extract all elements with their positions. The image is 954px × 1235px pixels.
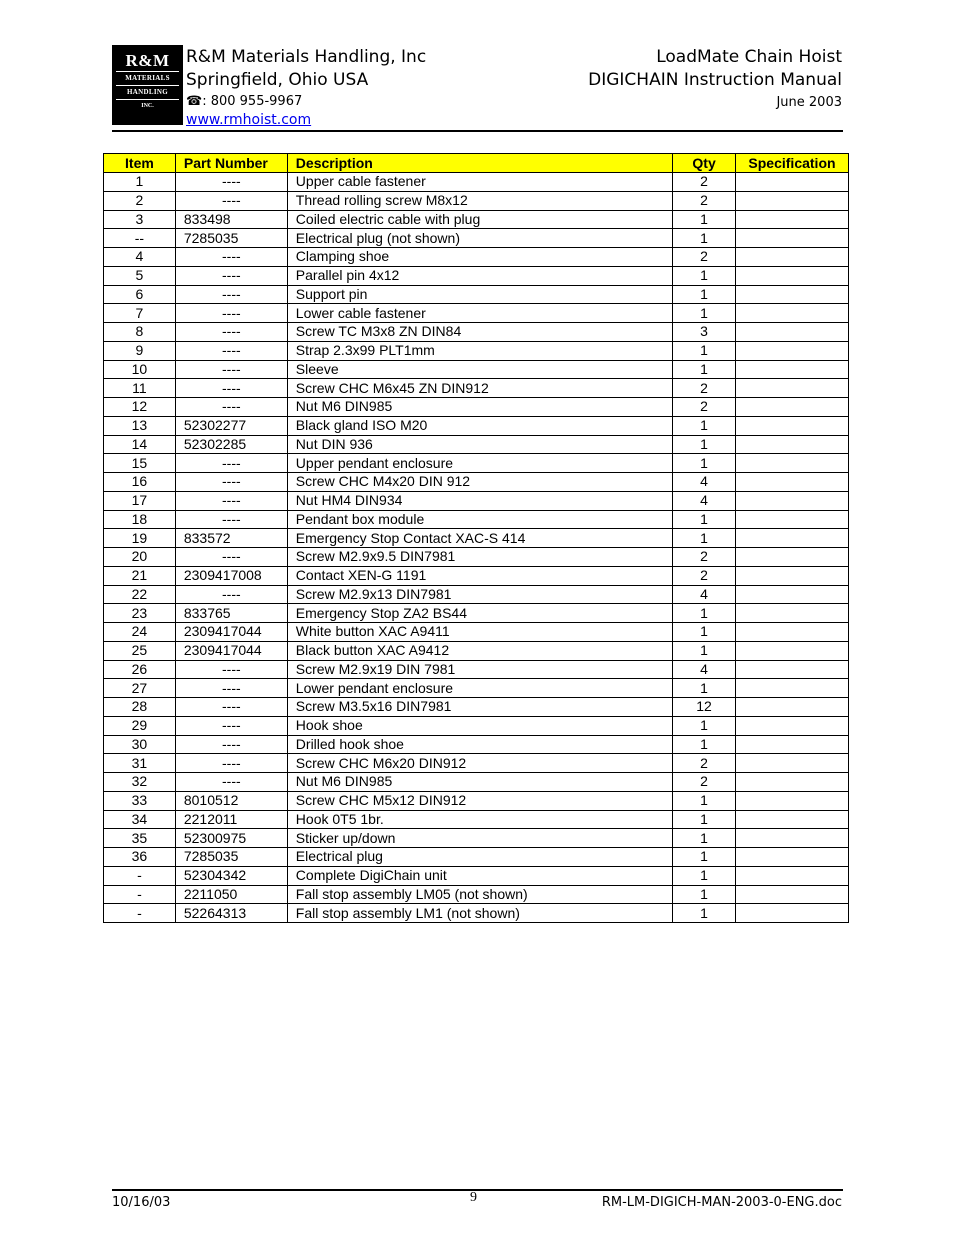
item-cell: 14 <box>104 435 176 454</box>
qty-cell: 4 <box>673 473 736 492</box>
qty-cell: 1 <box>673 229 736 248</box>
description-cell: Screw CHC M6x45 ZN DIN912 <box>287 379 672 398</box>
part-number-cell: 2212011 <box>175 810 287 829</box>
qty-cell: 1 <box>673 604 736 623</box>
part-number-cell: 833572 <box>175 529 287 548</box>
part-number-cell: ---- <box>175 379 287 398</box>
qty-cell: 1 <box>673 623 736 642</box>
part-number-cell: ---- <box>175 173 287 192</box>
description-cell: Screw CHC M5x12 DIN912 <box>287 791 672 810</box>
table-header-row <box>104 154 849 173</box>
table-row <box>104 641 849 660</box>
specification-cell <box>736 529 849 548</box>
column-header-description: Description <box>287 154 672 173</box>
page-number: 9 <box>470 1190 477 1205</box>
publication-date: June 2003 <box>776 95 842 110</box>
table-row <box>104 266 849 285</box>
description-cell: Screw M2.9x13 DIN7981 <box>287 585 672 604</box>
item-cell: 11 <box>104 379 176 398</box>
description-cell: White button XAC A9411 <box>287 623 672 642</box>
description-cell: Support pin <box>287 285 672 304</box>
part-number-cell: ---- <box>175 191 287 210</box>
qty-cell: 12 <box>673 698 736 717</box>
table-row <box>104 173 849 192</box>
qty-cell: 1 <box>673 454 736 473</box>
item-cell: 35 <box>104 829 176 848</box>
qty-cell: 1 <box>673 285 736 304</box>
table-row <box>104 248 849 267</box>
item-cell: 24 <box>104 623 176 642</box>
qty-cell: 1 <box>673 866 736 885</box>
table-row <box>104 885 849 904</box>
table-row <box>104 285 849 304</box>
qty-cell: 2 <box>673 548 736 567</box>
item-cell: 22 <box>104 585 176 604</box>
item-cell: 23 <box>104 604 176 623</box>
specification-cell <box>736 491 849 510</box>
part-number-cell: ---- <box>175 491 287 510</box>
item-cell: 3 <box>104 210 176 229</box>
description-cell: Nut DIN 936 <box>287 435 672 454</box>
website-link[interactable]: www.rmhoist.com <box>186 112 312 128</box>
specification-cell <box>736 210 849 229</box>
qty-cell: 1 <box>673 304 736 323</box>
description-cell: Emergency Stop Contact XAC-S 414 <box>287 529 672 548</box>
description-cell: Drilled hook shoe <box>287 735 672 754</box>
table-row <box>104 585 849 604</box>
item-cell: 30 <box>104 735 176 754</box>
table-row <box>104 510 849 529</box>
table-row <box>104 491 849 510</box>
part-number-cell: ---- <box>175 585 287 604</box>
column-header-item: Item <box>104 154 176 173</box>
description-cell: Black gland ISO M20 <box>287 416 672 435</box>
column-header-qty: Qty <box>673 154 736 173</box>
qty-cell: 2 <box>673 379 736 398</box>
table-row <box>104 454 849 473</box>
table-row <box>104 566 849 585</box>
qty-cell: 3 <box>673 323 736 342</box>
specification-cell <box>736 360 849 379</box>
part-number-cell: ---- <box>175 510 287 529</box>
table-row <box>104 323 849 342</box>
part-number-cell: ---- <box>175 548 287 567</box>
qty-cell: 4 <box>673 660 736 679</box>
description-cell: Hook 0T5 1br. <box>287 810 672 829</box>
description-cell: Screw CHC M4x20 DIN 912 <box>287 473 672 492</box>
qty-cell: 1 <box>673 641 736 660</box>
item-cell: 26 <box>104 660 176 679</box>
part-number-cell: ---- <box>175 698 287 717</box>
part-number-cell: 2309417044 <box>175 623 287 642</box>
specification-cell <box>736 716 849 735</box>
description-cell: Screw TC M3x8 ZN DIN84 <box>287 323 672 342</box>
specification-cell <box>736 173 849 192</box>
specification-cell <box>736 604 849 623</box>
description-cell: Screw CHC M6x20 DIN912 <box>287 754 672 773</box>
qty-cell: 1 <box>673 416 736 435</box>
part-number-cell: 52304342 <box>175 866 287 885</box>
table-row <box>104 191 849 210</box>
logo-sub-text-1: MATERIALS <box>116 71 179 85</box>
table-row <box>104 866 849 885</box>
description-cell: Hook shoe <box>287 716 672 735</box>
table-row <box>104 473 849 492</box>
item-cell: 6 <box>104 285 176 304</box>
table-row <box>104 754 849 773</box>
qty-cell: 1 <box>673 341 736 360</box>
table-row <box>104 341 849 360</box>
specification-cell <box>736 266 849 285</box>
specification-cell <box>736 698 849 717</box>
part-number-cell: ---- <box>175 360 287 379</box>
qty-cell: 4 <box>673 585 736 604</box>
item-cell: 17 <box>104 491 176 510</box>
table-row <box>104 848 849 867</box>
specification-cell <box>736 885 849 904</box>
footer-divider <box>112 1189 843 1191</box>
qty-cell: 2 <box>673 173 736 192</box>
specification-cell <box>736 866 849 885</box>
footer-date: 10/16/03 <box>112 1195 171 1210</box>
qty-cell: 2 <box>673 191 736 210</box>
description-cell: Upper cable fastener <box>287 173 672 192</box>
company-block <box>186 46 426 129</box>
item-cell: 8 <box>104 323 176 342</box>
item-cell: - <box>104 904 176 923</box>
part-number-cell: ---- <box>175 679 287 698</box>
item-cell: 16 <box>104 473 176 492</box>
table-row <box>104 210 849 229</box>
qty-cell: 1 <box>673 210 736 229</box>
logo-sub-text-2: HANDLING <box>116 85 179 99</box>
qty-cell: 1 <box>673 735 736 754</box>
logo-inc-text: INC. <box>116 99 179 113</box>
specification-cell <box>736 341 849 360</box>
qty-cell: 1 <box>673 904 736 923</box>
specification-cell <box>736 829 849 848</box>
table-row <box>104 229 849 248</box>
column-header-part-number: Part Number <box>175 154 287 173</box>
description-cell: Clamping shoe <box>287 248 672 267</box>
part-number-cell: ---- <box>175 285 287 304</box>
column-header-specification: Specification <box>736 154 849 173</box>
specification-cell <box>736 791 849 810</box>
company-name: R&M Materials Handling, Inc <box>186 47 427 67</box>
item-cell: 4 <box>104 248 176 267</box>
description-cell: Thread rolling screw M8x12 <box>287 191 672 210</box>
description-cell: Sticker up/down <box>287 829 672 848</box>
part-number-cell: 833765 <box>175 604 287 623</box>
specification-cell <box>736 435 849 454</box>
part-number-cell: ---- <box>175 735 287 754</box>
specification-cell <box>736 754 849 773</box>
part-number-cell: ---- <box>175 248 287 267</box>
phone-number: : 800 955-9967 <box>202 94 303 109</box>
description-cell: Strap 2.3x99 PLT1mm <box>287 341 672 360</box>
item-cell: 32 <box>104 773 176 792</box>
item-cell: 34 <box>104 810 176 829</box>
specification-cell <box>736 848 849 867</box>
company-phone <box>186 92 426 111</box>
description-cell: Fall stop assembly LM1 (not shown) <box>287 904 672 923</box>
table-body <box>104 173 849 923</box>
part-number-cell: 7285035 <box>175 229 287 248</box>
table-row <box>104 660 849 679</box>
company-logo <box>112 45 183 125</box>
qty-cell: 1 <box>673 360 736 379</box>
table-row <box>104 435 849 454</box>
item-cell: - <box>104 866 176 885</box>
part-number-cell: ---- <box>175 754 287 773</box>
description-cell: Emergency Stop ZA2 BS44 <box>287 604 672 623</box>
specification-cell <box>736 473 849 492</box>
part-number-cell: ---- <box>175 473 287 492</box>
item-cell: 31 <box>104 754 176 773</box>
qty-cell: 2 <box>673 566 736 585</box>
document-info <box>588 46 842 113</box>
specification-cell <box>736 904 849 923</box>
specification-cell <box>736 566 849 585</box>
specification-cell <box>736 229 849 248</box>
description-cell: Nut M6 DIN985 <box>287 398 672 417</box>
part-number-cell: 2211050 <box>175 885 287 904</box>
specification-cell <box>736 773 849 792</box>
qty-cell: 4 <box>673 491 736 510</box>
qty-cell: 1 <box>673 829 736 848</box>
header-divider <box>112 130 843 132</box>
description-cell: Sleeve <box>287 360 672 379</box>
telephone-icon: ☎ <box>186 94 203 109</box>
item-cell: 33 <box>104 791 176 810</box>
part-number-cell: ---- <box>175 716 287 735</box>
qty-cell: 2 <box>673 773 736 792</box>
part-number-cell: ---- <box>175 266 287 285</box>
qty-cell: 2 <box>673 398 736 417</box>
part-number-cell: ---- <box>175 323 287 342</box>
product-title: LoadMate Chain Hoist <box>656 47 842 67</box>
part-number-cell: 52302285 <box>175 435 287 454</box>
item-cell: 7 <box>104 304 176 323</box>
item-cell: 28 <box>104 698 176 717</box>
manual-title: DIGICHAIN Instruction Manual <box>588 70 842 90</box>
qty-cell: 1 <box>673 810 736 829</box>
item-cell: 2 <box>104 191 176 210</box>
description-cell: Electrical plug <box>287 848 672 867</box>
specification-cell <box>736 585 849 604</box>
part-number-cell: 7285035 <box>175 848 287 867</box>
description-cell: Black button XAC A9412 <box>287 641 672 660</box>
table-row <box>104 379 849 398</box>
qty-cell: 1 <box>673 679 736 698</box>
specification-cell <box>736 191 849 210</box>
table-row <box>104 529 849 548</box>
item-cell: 18 <box>104 510 176 529</box>
table-row <box>104 698 849 717</box>
description-cell: Pendant box module <box>287 510 672 529</box>
description-cell: Electrical plug (not shown) <box>287 229 672 248</box>
table-row <box>104 679 849 698</box>
description-cell: Nut HM4 DIN934 <box>287 491 672 510</box>
item-cell: 27 <box>104 679 176 698</box>
qty-cell: 2 <box>673 248 736 267</box>
company-location: Springfield, Ohio USA <box>186 70 369 90</box>
qty-cell: 1 <box>673 716 736 735</box>
specification-cell <box>736 248 849 267</box>
specification-cell <box>736 285 849 304</box>
specification-cell <box>736 735 849 754</box>
qty-cell: 1 <box>673 885 736 904</box>
parts-table <box>103 153 849 923</box>
table-row <box>104 773 849 792</box>
table-row <box>104 735 849 754</box>
part-number-cell: 52264313 <box>175 904 287 923</box>
table-row <box>104 716 849 735</box>
part-number-cell: ---- <box>175 341 287 360</box>
item-cell: -- <box>104 229 176 248</box>
description-cell: Coiled electric cable with plug <box>287 210 672 229</box>
logo-main-text: R&M <box>125 51 170 70</box>
table-row <box>104 829 849 848</box>
description-cell: Screw M3.5x16 DIN7981 <box>287 698 672 717</box>
item-cell: 36 <box>104 848 176 867</box>
item-cell: 1 <box>104 173 176 192</box>
part-number-cell: ---- <box>175 773 287 792</box>
part-number-cell: 52302277 <box>175 416 287 435</box>
part-number-cell: 8010512 <box>175 791 287 810</box>
qty-cell: 1 <box>673 791 736 810</box>
description-cell: Parallel pin 4x12 <box>287 266 672 285</box>
item-cell: 10 <box>104 360 176 379</box>
specification-cell <box>736 416 849 435</box>
table-row <box>104 304 849 323</box>
table-row <box>104 398 849 417</box>
part-number-cell: ---- <box>175 398 287 417</box>
part-number-cell: ---- <box>175 454 287 473</box>
item-cell: 19 <box>104 529 176 548</box>
qty-cell: 1 <box>673 848 736 867</box>
part-number-cell: 52300975 <box>175 829 287 848</box>
item-cell: 9 <box>104 341 176 360</box>
table-row <box>104 360 849 379</box>
table-row <box>104 416 849 435</box>
specification-cell <box>736 304 849 323</box>
footer-filename: RM-LM-DIGICH-MAN-2003-0-ENG.doc <box>601 1195 842 1210</box>
specification-cell <box>736 810 849 829</box>
item-cell: 13 <box>104 416 176 435</box>
qty-cell: 2 <box>673 754 736 773</box>
description-cell: Screw M2.9x19 DIN 7981 <box>287 660 672 679</box>
specification-cell <box>736 660 849 679</box>
item-cell: 25 <box>104 641 176 660</box>
description-cell: Lower cable fastener <box>287 304 672 323</box>
description-cell: Fall stop assembly LM05 (not shown) <box>287 885 672 904</box>
item-cell: - <box>104 885 176 904</box>
description-cell: Screw M2.9x9.5 DIN7981 <box>287 548 672 567</box>
item-cell: 5 <box>104 266 176 285</box>
specification-cell <box>736 548 849 567</box>
qty-cell: 1 <box>673 266 736 285</box>
table-row <box>104 604 849 623</box>
table-row <box>104 904 849 923</box>
specification-cell <box>736 679 849 698</box>
qty-cell: 1 <box>673 510 736 529</box>
table-row <box>104 791 849 810</box>
table-row <box>104 548 849 567</box>
part-number-cell: 833498 <box>175 210 287 229</box>
specification-cell <box>736 379 849 398</box>
item-cell: 21 <box>104 566 176 585</box>
specification-cell <box>736 623 849 642</box>
item-cell: 15 <box>104 454 176 473</box>
description-cell: Upper pendant enclosure <box>287 454 672 473</box>
description-cell: Nut M6 DIN985 <box>287 773 672 792</box>
description-cell: Complete DigiChain unit <box>287 866 672 885</box>
part-number-cell: ---- <box>175 304 287 323</box>
part-number-cell: 2309417044 <box>175 641 287 660</box>
specification-cell <box>736 641 849 660</box>
part-number-cell: 2309417008 <box>175 566 287 585</box>
specification-cell <box>736 398 849 417</box>
qty-cell: 1 <box>673 435 736 454</box>
specification-cell <box>736 510 849 529</box>
description-cell: Contact XEN-G 1191 <box>287 566 672 585</box>
item-cell: 20 <box>104 548 176 567</box>
item-cell: 29 <box>104 716 176 735</box>
table-row <box>104 810 849 829</box>
item-cell: 12 <box>104 398 176 417</box>
specification-cell <box>736 323 849 342</box>
table-row <box>104 623 849 642</box>
specification-cell <box>736 454 849 473</box>
qty-cell: 1 <box>673 529 736 548</box>
part-number-cell: ---- <box>175 660 287 679</box>
description-cell: Lower pendant enclosure <box>287 679 672 698</box>
